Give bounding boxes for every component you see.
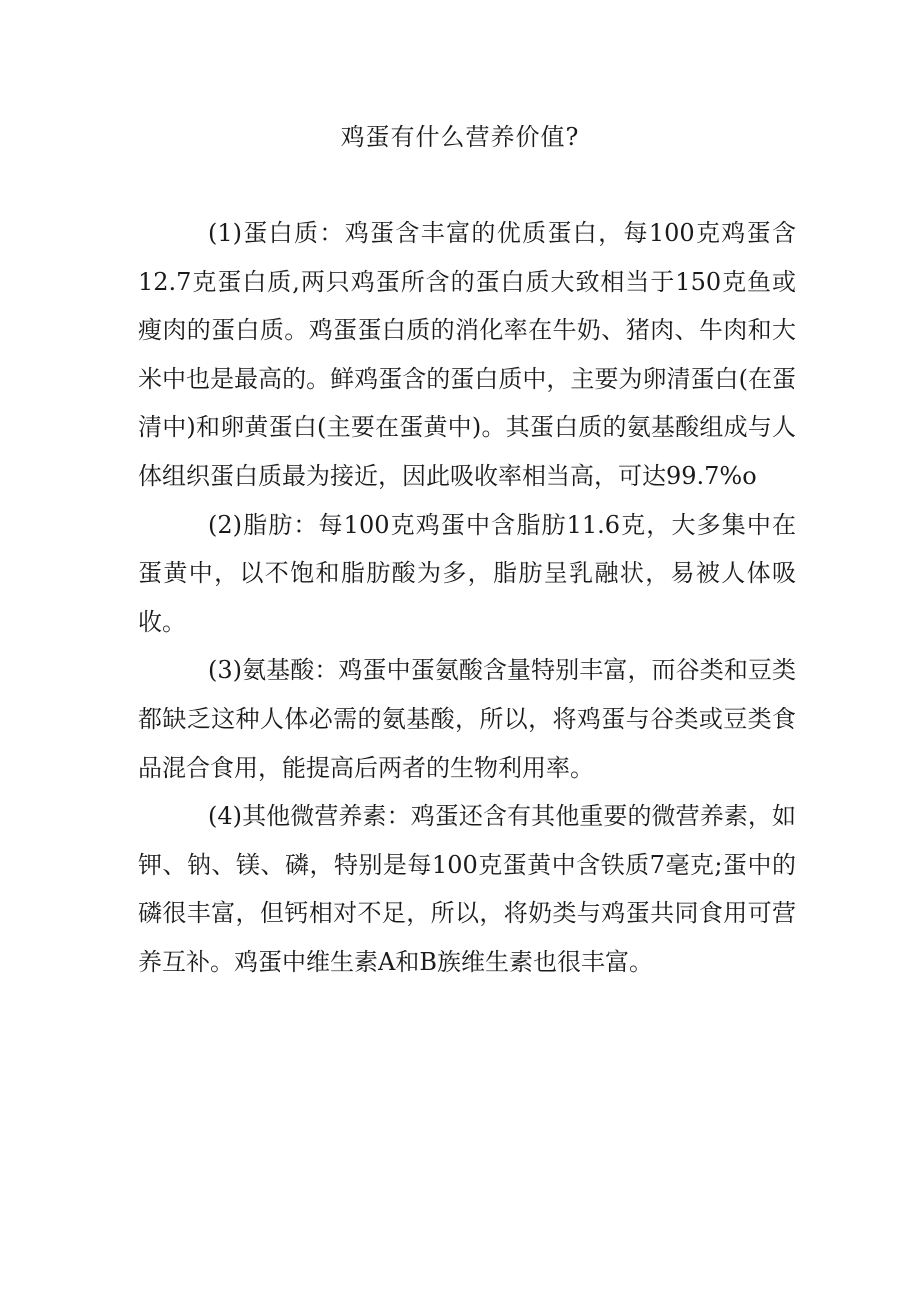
document-title: 鸡蛋有什么营养价值? (340, 123, 580, 151)
paragraph-amino-acid: (3)氨基酸：鸡蛋中蛋氨酸含量特别丰富，而谷类和豆类都缺乏这种人体必需的氨基酸，所以，将鸡蛋与谷类或豆类食品混合食用，能提高后两者的生物利用率。 (138, 656, 796, 782)
document-body (138, 209, 796, 987)
paragraph-micronutrients: (4)其他微营养素：鸡蛋还含有其他重要的微营养素，如钾、钠、镁、磷，特别是每100克蛋黄中含铁质7毫克;蛋中的磷很丰富，但钙相对不足，所以，将奶类与鸡蛋共同食用可营养互补。鸡蛋中维生素A和B族维生素也很丰富。 (138, 802, 796, 976)
paragraph-protein: (1)蛋白质：鸡蛋含丰富的优质蛋白，每100克鸡蛋含12.7克蛋白质,两只鸡蛋所含的蛋白质大致相当于150克鱼或瘦肉的蛋白质。鸡蛋蛋白质的消化率在牛奶、猪肉、牛肉和大米中也是最高的。鲜鸡蛋含的蛋白质中，主要为卵清蛋白(在蛋清中)和卵黄蛋白(主要在蛋黄中)。其蛋白质的氨基酸组成与人体组织蛋白质最为接近，因此吸收率相当高，可达99.7%o (138, 219, 796, 490)
paragraph-fat: (2)脂肪：每100克鸡蛋中含脂肪11.6克，大多集中在蛋黄中，以不饱和脂肪酸为多，脂肪呈乳融状，易被人体吸收。 (138, 510, 796, 636)
